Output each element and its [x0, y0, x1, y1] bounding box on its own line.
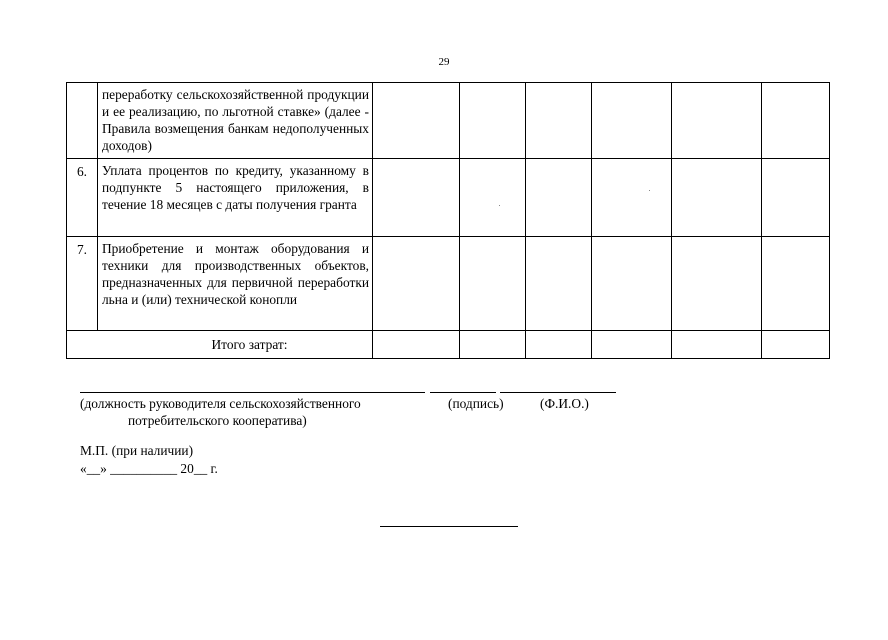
table-cell	[592, 83, 672, 159]
table-cell	[526, 331, 592, 359]
position-signature-line	[80, 392, 425, 393]
table-cell	[672, 159, 762, 237]
table-cell	[526, 159, 592, 237]
table-row	[67, 83, 830, 159]
table-cell	[460, 331, 526, 359]
table-cell	[592, 159, 672, 237]
table-cell	[460, 237, 526, 331]
scan-speck	[649, 190, 650, 191]
closing-separator-line	[380, 526, 518, 527]
table-cell	[592, 237, 672, 331]
table-row	[67, 237, 830, 331]
table-cell	[762, 83, 830, 159]
total-label: Итого затрат:	[211, 337, 288, 352]
position-caption: (должность руководителя сельскохозяйственного	[80, 396, 361, 411]
row-number	[67, 83, 98, 159]
table-cell	[526, 83, 592, 159]
name-line	[500, 392, 616, 393]
table-cell	[672, 237, 762, 331]
signature-line	[430, 392, 496, 393]
table-cell	[526, 237, 592, 331]
row-description: Уплата процентов по кредиту, указанному в подпункте 5 настоящего приложения, в течение 18 месяцев с даты получения гранта	[98, 159, 373, 237]
table-cell	[373, 331, 460, 359]
table-cell	[373, 83, 460, 159]
total-label-cell	[67, 331, 373, 359]
scan-speck	[499, 205, 500, 206]
position-caption-continued: потребительского кооператива)	[128, 413, 307, 428]
table-cell	[460, 159, 526, 237]
row-description: Приобретение и монтаж оборудования и техники для производственных объектов, предназначенных для первичной переработки льна и (или) технической конопли	[98, 237, 373, 331]
table-cell	[373, 159, 460, 237]
name-caption: (Ф.И.О.)	[540, 396, 589, 411]
table-cell	[672, 83, 762, 159]
table-total-row	[67, 331, 830, 359]
date-field: «__» __________ 20__ г.	[80, 461, 218, 476]
table-row	[67, 159, 830, 237]
row-number: 6.	[67, 159, 98, 237]
table-cell	[762, 237, 830, 331]
table-cell	[460, 83, 526, 159]
table-cell	[762, 159, 830, 237]
row-number: 7.	[67, 237, 98, 331]
seal-note: М.П. (при наличии)	[80, 443, 194, 458]
table-cell	[762, 331, 830, 359]
signature-caption: (подпись)	[448, 396, 504, 411]
table-cell	[373, 237, 460, 331]
page-number: 29	[438, 56, 450, 68]
costs-table	[66, 82, 830, 359]
table-cell	[672, 331, 762, 359]
row-description: переработку сельскохозяйственной продукции и ее реализацию, по льготной ставке» (далее - Правила возмещения банкам недополученных доходов)	[98, 83, 373, 159]
table-cell	[592, 331, 672, 359]
